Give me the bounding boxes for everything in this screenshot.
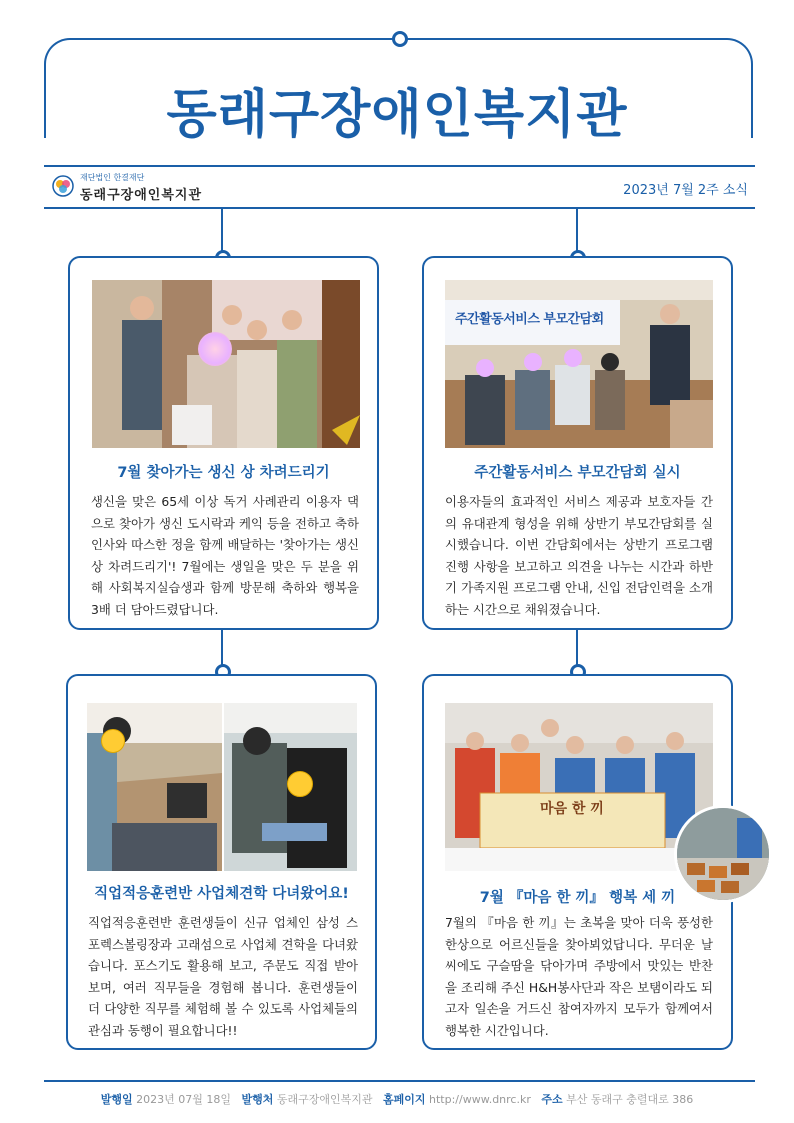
job-tour-photo	[87, 703, 357, 871]
parents-meeting-photo	[445, 280, 713, 448]
blurred-face	[198, 332, 232, 366]
smiley-sticker	[101, 729, 125, 753]
footer-issue-label: 발행일	[100, 1093, 133, 1106]
event-banner: 주간활동서비스 부모간담회	[455, 312, 604, 327]
footer-address-label: 주소	[541, 1093, 563, 1106]
header-top-rule	[44, 165, 755, 167]
article-title: 직업적응훈련반 사업체견학 다녀왔어요!	[94, 886, 349, 902]
article-card-job-tour	[66, 674, 377, 1050]
title-frame-dot	[392, 31, 408, 47]
issue-label: 2023년 7월 2주 소식	[623, 183, 748, 198]
birthday-photo	[92, 280, 360, 448]
logo-subtitle: 재단법인 한결재단	[80, 173, 145, 182]
article-card-parents-meeting	[422, 256, 733, 630]
meal-photo	[445, 703, 713, 871]
page-title: 동래구장애인복지관	[166, 85, 628, 145]
footer-publisher-label: 발행처	[241, 1093, 274, 1106]
footer-homepage-link[interactable]: http://www.dnrc.kr	[429, 1093, 531, 1106]
footer-publisher: 동래구장애인복지관	[276, 1093, 373, 1106]
event-banner: 마음 한 끼	[540, 801, 604, 817]
article-body: 직업적응훈련반 훈련생들이 신규 업체인 삼성 스포렉스볼링장과 고래섬으로 사업체 견학을 다녀왔습니다. 포스기도 활용해 보고, 주문도 직접 받아보며, 여러 직무들을 경험해 봅니다. 훈련생들이 더 다양한 직무를 체험해 볼 수 있도록 사업체들의 관심과 동행이 필요합니다!!	[88, 915, 358, 1038]
article-card-birthday	[68, 256, 379, 630]
article-title: 7월 찾아가는 생신 상 차려드리기	[117, 465, 330, 481]
article-body: 생신을 맞은 65세 이상 독거 사례관리 이용자 댁으로 찾아가 생신 도시락과 케익 등을 전하고 축하 인사와 따스한 정을 함께 배달하는 '찾아가는 생신 상 차려드리기'! 7월에는 생일을 맞은 두 분을 위해 사회복지실습생과 함께 방문해 축하와 행복을 3배 더 담아드렸답니다.	[91, 494, 359, 617]
foundation-logo-icon	[52, 175, 74, 197]
header-bottom-rule	[44, 207, 755, 209]
footer-rule	[44, 1080, 755, 1082]
article-title: 7월 『마음 한 끼』 행복 세 끼	[479, 890, 676, 906]
article-card-meal	[422, 674, 733, 1050]
footer-homepage-label: 홈페이지	[383, 1093, 426, 1106]
article-body: 7월의 『마음 한 끼』는 초복을 맞아 더욱 풍성한 한상으로 어르신들을 찾아뵈었답니다. 무더운 날씨에도 구슬땀을 닦아가며 주방에서 맛있는 반찬을 조리해 주신 H&H봉사단과 작은 보탬이라도 되고자 일손을 거드신 참여자까지 모두가 함께여서 행복한 시간입니다.	[445, 915, 713, 1038]
article-title: 주간활동서비스 부모간담회 실시	[474, 465, 681, 481]
footer-issue-date: 2023년 07월 18일	[136, 1093, 231, 1106]
footer-info	[0, 1091, 794, 1107]
logo-name: 동래구장애인복지관	[80, 188, 203, 203]
article-body: 이용자들의 효과적인 서비스 제공과 보호자들 간의 유대관계 형성을 위해 상반기 부모간담회를 실시했습니다. 이번 간담회에서는 상반기 프로그램 진행 사항을 보고하고 의견을 나누는 시간과 하반기 가족지원 프로그램 안내, 신입 전담인력을 소개하는 시간으로 채워졌습니다.	[445, 494, 713, 617]
smiley-sticker	[287, 771, 313, 797]
footer-address: 부산 동래구 충렬대로 386	[566, 1093, 694, 1106]
